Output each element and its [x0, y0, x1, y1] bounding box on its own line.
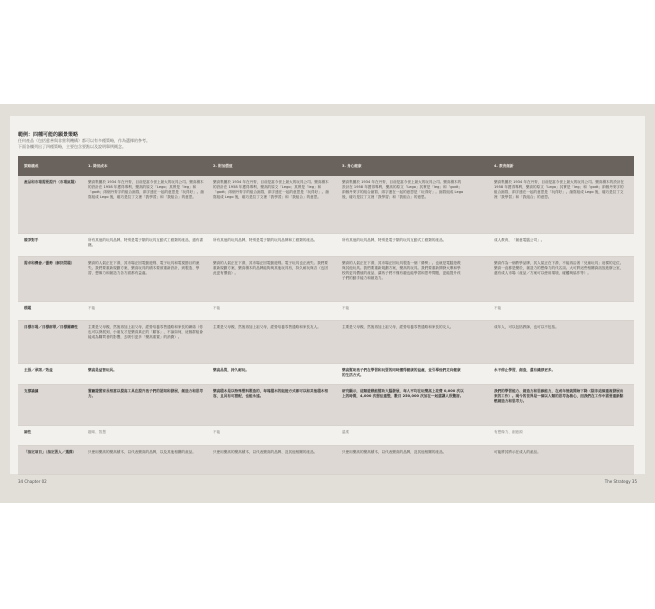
strategy-cell: 有想像力、創意源 — [494, 430, 523, 434]
strategy-cell: 成人教育，「創意電腦公司」。 — [494, 238, 545, 242]
intro-text-line-1: 任何產品（包括慈善與非營利機構）都可以有多種策略，作為選擇的參考。 — [18, 138, 150, 143]
row-label-cell: 「指定項目」（指定著入／選擇） — [24, 450, 77, 454]
table-row — [18, 302, 634, 321]
example-title: 範例：四種可能的願景策略 — [18, 132, 79, 138]
strategy-cell: 樂高作為一個教學品牌，其人氣正在下滑，不能再沿著「兒童玩具」這樣的定位。樂高一直都是樂於，創造力的想像力的代名詞。大可將這些相關資訊放進辦公室，還有成人市場（產品／方案可以使用環境，碰觸與協作等）。 — [494, 261, 624, 275]
strategy-cell: 主要是父母親，然後再加上祖父母，經營培養零售通路和家長的網絡（你也可以發展到，小朋友才是樂高真正的「顧客」，不論如何，這個群組會能成為購買者的影響，去吸引更多「樂高重置」的消費）。 — [88, 325, 203, 339]
table-row — [18, 321, 634, 364]
strategy-cell: 溫柔 — [342, 430, 350, 434]
table-row — [18, 257, 634, 302]
strategy-cell: 不能 — [213, 430, 221, 434]
strategy-cell: 樂高集團於 1934 年在丹麥，目前是當今世上最大的玩具公司。樂高積木的設計在 1958 年獲得專利，樂高的原文「Lego」其實是「leg」和「godt」兩個丹麥字的組合縮寫，兩字連在一起的意思是「玩得好」。縮寫組成 Lego 後，碰巧是拉丁文裡「我學習」和「我組合」的意思。 — [342, 180, 464, 199]
header-cell: 1. 降低成本 — [88, 164, 108, 168]
strategy-cell: 趣味、智慧 — [88, 430, 106, 434]
header-cell: 4. 教育創新 — [494, 164, 514, 168]
row-label-cell: 競爭對手 — [24, 238, 39, 242]
strategy-cell: 可能將其將示在成人的產品。 — [494, 450, 541, 454]
strategy-cell: 所有其他的玩具品牌，特別是電子類的玩具互動式工藝類的產品，還有書籍。 — [88, 238, 203, 247]
table-row — [18, 176, 634, 234]
strategy-cell: 只使用樂高的樂高積木，以代表樂高的品牌、及其他相關的產品。 — [213, 450, 318, 454]
row-label-cell: 需求和機會／優勢（解決問題） — [24, 261, 75, 265]
page-footer-left: 34 Chapter 02 — [18, 479, 47, 484]
strategy-cell: 樂高的人氣正在下滑，其市場正因電動遊戲、電子玩具和電視節目的流失。我們要重新規劃方案，樂高玩具的積木要被重新設計，到製造、學習、想像力和創造力各方面都有益處。 — [88, 261, 200, 275]
strategy-cell: 永不停止學習，創造，還有錢掙更多。 — [494, 368, 556, 372]
row-label-cell: 主張／承諾／效益 — [24, 368, 53, 372]
strategy-cell: 樂高幫助孩子們在學習和玩耍的同時獲得健康的益處，並引導他們走向健康的生活方式。 — [342, 368, 461, 377]
strategy-cell: 樂高是益智玩具。 — [88, 368, 117, 372]
strategy-cell: 我們的學習能力、創造力和思維能力，在成年後就開始下降（除非這個重複發展出來的工作）。現今的世界是一個以人類的思考為核心，而我們在工作中需要重新點燃創造力和思考力。 — [494, 389, 624, 403]
table-row — [18, 446, 634, 475]
strategy-cell: 不能 — [213, 306, 221, 310]
strategy-cell: 樂高積木是以特殊塑料製造的，每塊積木的組接方式都可以和其他積木相容，且具有可搭配，也能永遠。 — [213, 389, 328, 398]
strategy-cell: 成年人，可以包括教師，也可以不包括。 — [494, 325, 559, 329]
header-cell: 策略構成 — [24, 164, 39, 168]
strategy-cell: 樂高集團於 1934 年在丹麥，目前是當今世上最大的玩具公司。樂高積木的設計在 1958 年獲得專利，樂高的原文「Lego」其實是「leg」和「godt」兩個丹麥字的組合縮寫，兩字連在一起的意思是「玩得好」。縮寫組成 Lego 後，碰巧是拉丁文裡「我學習」和「我組合」的意思。 — [88, 180, 204, 199]
strategy-cell: 主要是父母親，然後再加上祖父母，經營培養零售通路和家長的友人。 — [342, 325, 454, 329]
row-label-cell: 標題 — [24, 306, 32, 310]
table-header-row — [18, 156, 634, 176]
table-row — [18, 385, 634, 426]
table-row — [18, 234, 634, 257]
strategy-cell: 所有其他的玩具品牌，特別是電子類的玩具互動式工藝類的產品。 — [342, 238, 447, 242]
strategy-cell: 樂高集團於 1934 年在丹麥，目前是當今世上最大的玩具公司。樂高積木的設計在 1958 年獲得專利，樂高的原文「Lego」其實是「leg」和「godt」兩個丹麥字的組合縮寫，兩字連在一起的意思是「玩得好」。縮寫組成 Lego 後，碰巧是拉丁文裡「我學習」和「我組合」的意思。 — [213, 180, 329, 199]
strategy-cell: 樂高的人氣正在下滑，其市場正因電動遊戲。電子玩具也正流失。我們要重新規劃方案，樂高積木的品牌能夠與其他玩具有，持久耐玩與否（也因此更有價值）。 — [213, 261, 328, 275]
row-label-cell: 支撐論據 — [24, 389, 39, 393]
header-cell: 2. 附加價值 — [213, 164, 233, 168]
strategy-cell: 不能 — [342, 306, 350, 310]
table-row — [18, 364, 634, 385]
strategy-cell: 不能 — [494, 306, 502, 310]
strategy-cell: 主要是父母親，然後再加上祖父母，經營培養零售通路和家長友人。 — [213, 325, 321, 329]
strategy-cell: 樂高品質，持久耐玩。 — [213, 368, 249, 372]
page-footer-right: The Strategy 35 — [604, 479, 637, 484]
row-label-cell: 產品和市場需要提升（市場區隔） — [24, 180, 78, 184]
header-cell: 3. 身心健康 — [342, 164, 362, 168]
strategy-cell: 只使用樂高的樂高積木，以代表樂高的品牌，及其他相關的產品。 — [342, 450, 447, 454]
intro-text-line-2: 下面各欄列出了四種策略，主要包含要點以及說明舉例概念。 — [18, 144, 126, 149]
row-label-cell: 調性 — [24, 430, 32, 434]
strategy-cell: 只使用樂高的樂高積木，以代表樂高的品牌，以及其他相關的產品。 — [88, 450, 196, 454]
row-label-cell: 目標市場／目標群眾／目標關聯性 — [24, 325, 78, 329]
strategy-cell: 研究顯示，這類遊戲能幫助大腦發展，每人平均在玩樂高上花費 0,000 次以上的時間，4,000 次想法重整，數目 250,000 次加在一起還讓人很驚訝。 — [342, 389, 464, 398]
strategy-cell: 所有其他的玩具品牌，特別是電子類的玩具品牌和工藝類的產品。 — [213, 238, 318, 242]
strategy-cell: 樂高的人氣正在下滑，其市場正因玩具製造一個「優勢」。也就是電腦遊戲與其他玩具。我們要重新規劃方案，樂高的玩具。我們要重新開發大眾和學校的更具價值的產品，讓孩子們不僅有趣也能學習和思考問題，更能提升孩子們的動手能力和創造力。 — [342, 261, 461, 280]
strategy-cell: 實驗證實家長相當以提高工具在提升孩子們的認知和發展，創造力和思考力。 — [88, 389, 203, 398]
strategy-table — [18, 156, 634, 475]
table-row — [18, 426, 634, 446]
strategy-cell: 樂高集團於 1934 年在丹麥，目前是當今世上最大的玩具公司。樂高積木的設計在 1958 年獲得專利，樂高的原文「Lego」其實是「leg」和「godt」兩個丹麥字的組合縮寫，兩字連在一起的意思是「玩得好」。縮寫組成 Lego 後，碰巧是拉丁文裡「我學習」和「我組合」的意思。 — [494, 180, 625, 199]
strategy-cell: 不能 — [88, 306, 96, 310]
